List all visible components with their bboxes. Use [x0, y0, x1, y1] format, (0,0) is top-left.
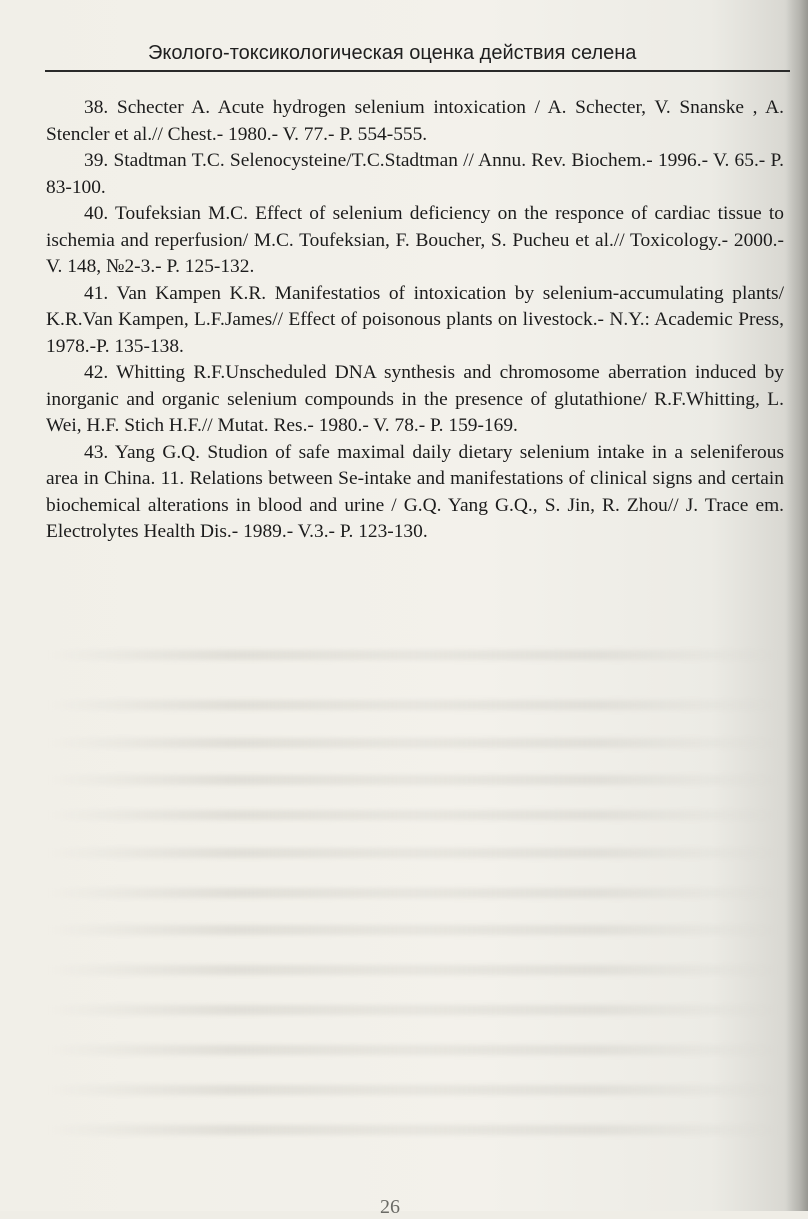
show-through-line	[48, 810, 778, 820]
running-header-title: Эколого-токсикологическая оценка действия селена	[148, 42, 637, 64]
show-through-line	[48, 965, 778, 975]
reference-item: 41. Van Kampen K.R. Manifestatios of intoxication by selenium-accumulating plants/ K.R.Van Kampen, L.F.James// Effect of poisonous plants on livestock.- N.Y.: Academic Press, 1978.-P. 135-138.	[46, 282, 784, 357]
show-through-line	[48, 925, 778, 935]
reference-item: 39. Stadtman T.C. Selenocysteine/T.C.Stadtman // Annu. Rev. Biochem.- 1996.- V. 65.- P. 83-100.	[46, 150, 784, 198]
reference-item: 43. Yang G.Q. Studion of safe maximal daily dietary selenium intake in a seleniferous area in China. 11. Relations between Se-intake and manifestations of clinical signs and certain biochemical alterations in blood and urine / G.Q. Yang G.Q., S. Jin, R. Zhou// J. Trace em. Electrolytes Health Dis.- 1989.- V.3.- P. 123-130.	[46, 441, 784, 542]
show-through-line	[48, 738, 778, 748]
reference-list	[46, 95, 784, 546]
reference-item: 40. Toufeksian M.C. Effect of selenium deficiency on the responce of cardiac tissue to ischemia and reperfusion/ M.C. Toufeksian, F. Boucher, S. Pucheu et al.// Toxicology.- 2000.- V. 148, №2-3.- P. 125-132.	[46, 203, 784, 277]
page-number: 26	[380, 1196, 400, 1218]
page-edge-shadow	[786, 0, 808, 1211]
running-header	[45, 40, 790, 72]
show-through-line	[48, 700, 778, 710]
reference-item: 42. Whitting R.F.Unscheduled DNA synthesis and chromosome aberration induced by inorganic and organic selenium compounds in the presence of glutathione/ R.F.Whitting, L. Wei, H.F. Stich H.F.// Mutat. Res.- 1980.- V. 78.- P. 159-169.	[46, 362, 784, 436]
show-through-line	[48, 888, 778, 898]
show-through-line	[48, 1085, 778, 1095]
show-through-line	[48, 1045, 778, 1055]
reference-item: 38. Schecter A. Acute hydrogen selenium intoxication / A. Schecter, V. Snanske , A. Stencler et al.// Chest.- 1980.- V. 77.- P. 554-555.	[46, 97, 784, 145]
show-through-line	[48, 848, 778, 858]
show-through-line	[48, 1125, 778, 1135]
show-through-line	[48, 650, 778, 660]
show-through-line	[48, 1005, 778, 1015]
show-through-line	[48, 775, 778, 785]
